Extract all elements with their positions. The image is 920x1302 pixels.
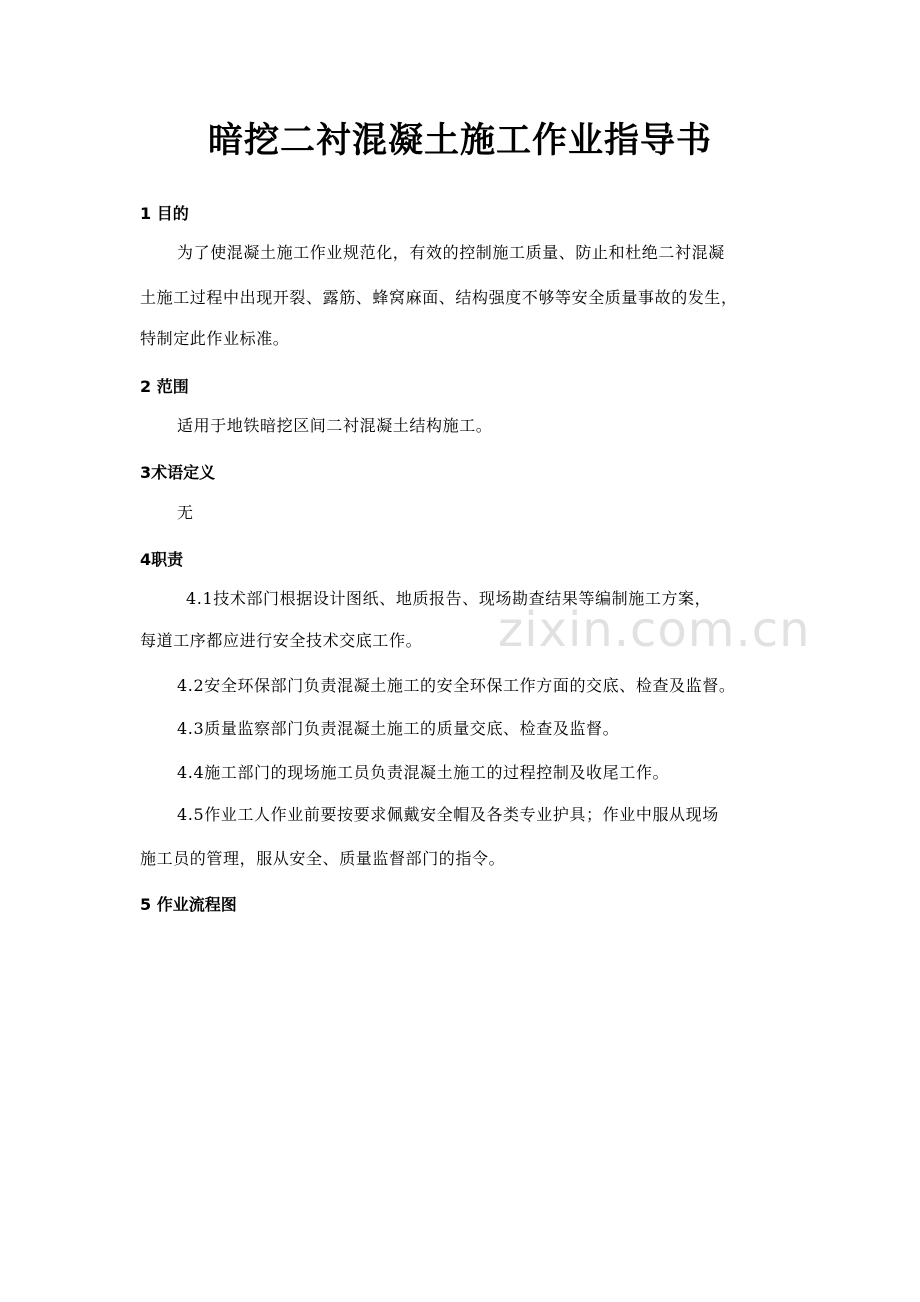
paragraph-line: 无 (177, 503, 194, 522)
list-item: 施工员的管理，服从安全、质量监督部门的指令。 (140, 849, 506, 868)
section-heading-terms: 3术语定义 (140, 463, 216, 482)
section-heading-purpose: 1 目的 (140, 204, 189, 223)
list-item: 4.4施工部门的现场施工员负责混凝土施工的过程控制及收尾工作。 (177, 763, 670, 782)
list-item: 4.5作业工人作业前要按要求佩戴安全帽及各类专业护具；作业中服从现场 (177, 805, 719, 824)
paragraph-line: 适用于地铁暗挖区间二衬混凝土结构施工。 (177, 416, 493, 435)
paragraph-line: 为了使混凝土施工作业规范化，有效的控制施工质量、防止和杜绝二衬混凝 (177, 243, 725, 262)
paragraph-line: 特制定此作业标准。 (140, 329, 290, 348)
paragraph-line: 土施工过程中出现开裂、露筋、蜂窝麻面、结构强度不够等安全质量事故的发生， (140, 288, 738, 307)
document-title: 暗挖二衬混凝土施工作业指导书 (207, 120, 712, 161)
watermark: zixin.com.cn (498, 602, 811, 658)
section-heading-flowchart: 5 作业流程图 (140, 895, 237, 914)
list-item: 4.1技术部门根据设计图纸、地质报告、现场勘查结果等编制施工方案， (186, 589, 712, 608)
list-item: 4.3质量监察部门负责混凝土施工的质量交底、检查及监督。 (177, 719, 620, 738)
list-item: 4.2安全环保部门负责混凝土施工的安全环保工作方面的交底、检查及监督。 (177, 676, 736, 695)
list-item: 每道工序都应进行安全技术交底工作。 (140, 631, 423, 650)
section-heading-responsibilities: 4职责 (140, 550, 184, 569)
section-heading-scope: 2 范围 (140, 377, 189, 396)
